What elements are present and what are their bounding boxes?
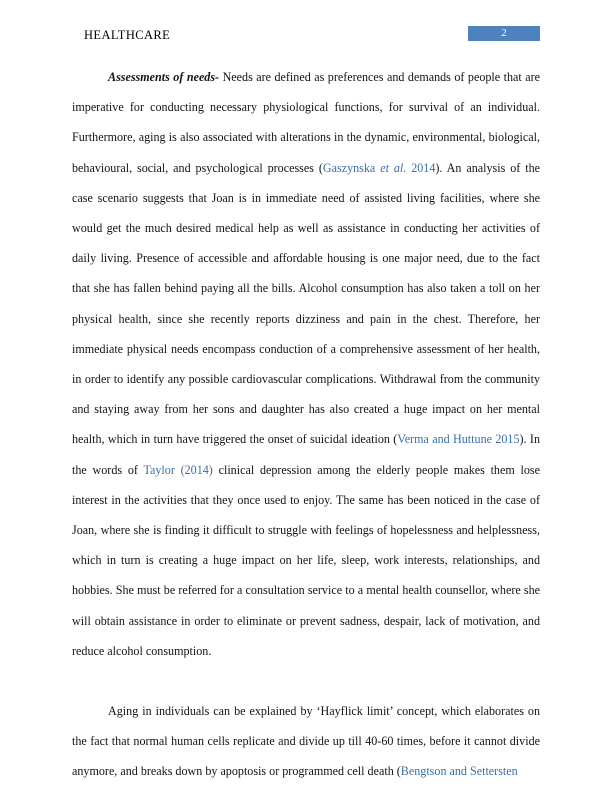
running-head: HEALTHCARE bbox=[84, 28, 171, 42]
body-text-run: ). An analysis of the case scenario suggests that Joan is in immediate need of assisted living facilities, where she would get the much desired medical help as well as assistance in conducting her activities of daily living. Presence of accessible and affordable housing is one major need, due to the fact that she has fallen behind paying all the bills. Alcohol consumption has also taken a toll on her physical health, since she recently reports dizziness and pain in the chest. Therefore, her immediate physical needs encompass conduction of a comprehensive assessment of her health, in order to identify any possible cardiovascular complications. Withdrawal from the community and staying away from her sons and daughter has also created a huge impact on her mental health, which in turn have triggered the onset of suicidal ideation ( bbox=[72, 160, 541, 447]
page-number: 2 bbox=[501, 27, 507, 39]
body-text-run: Needs are defined as preferences and demands of people that are imperative for conducting necessary physiological functions, for survival of an individual. Furthermore, aging is also associated with alterations in the dynamic, environmental, biological, behavioural, social, and psychological processes ( bbox=[72, 70, 540, 175]
body-text-run: clinical depression among the elderly people makes them lose interest in the activities that they once used to enjoy. The same has been noticed in the case of Joan, where she is finding it difficult to struggle with feelings of hopelessness and helplessness, which in turn is creating a huge impact on her life, sleep, work interests, relationships, and hobbies. She must be referred for a consultation service to a mental health counsellor, where she will obtain assistance in order to eliminate or prevent sadness, despair, lack of motivation, and reduce alcohol consumption. bbox=[72, 462, 540, 658]
paragraph-2 bbox=[72, 696, 540, 787]
page-header bbox=[72, 28, 540, 46]
citation-reference: Verma and Huttune 2015 bbox=[397, 432, 520, 447]
body-text-run: ). In the words of bbox=[72, 432, 540, 477]
citation-reference: Taylor (2014) bbox=[143, 462, 213, 477]
citation-reference-italic: et al. bbox=[380, 160, 407, 175]
citation-reference: Bengtson and Settersten bbox=[400, 764, 518, 779]
citation-reference: 2014 bbox=[406, 160, 436, 175]
citation-reference: Gaszynska bbox=[322, 160, 381, 175]
paragraph-1 bbox=[72, 62, 540, 666]
paragraph-lead-in: Assessments of needs- bbox=[108, 70, 220, 84]
body-text-run: Aging in individuals can be explained by ‘Hayflick limit’ concept, which elaborates on the fact that normal human cells replicate and divide up till 40-60 times, before it cannot divide anymore, and breaks down by apoptosis or programmed cell death ( bbox=[72, 704, 540, 779]
document-body bbox=[72, 62, 540, 787]
